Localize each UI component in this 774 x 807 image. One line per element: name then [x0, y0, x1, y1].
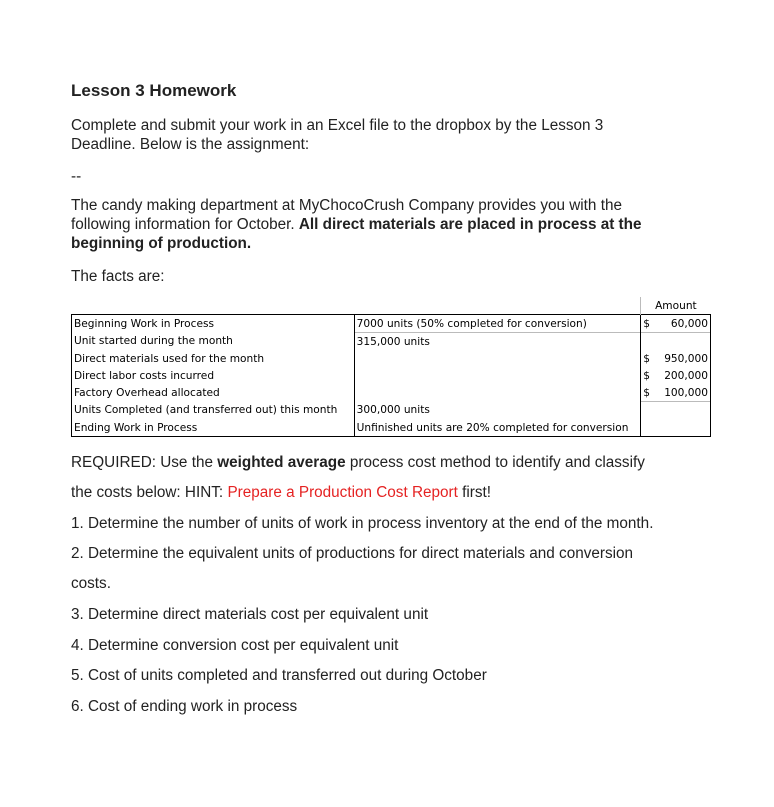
required-method: weighted average	[217, 454, 346, 471]
row-label: Factory Overhead allocated	[72, 384, 355, 402]
row-detail	[354, 384, 641, 402]
row-label: Ending Work in Process	[72, 419, 355, 437]
task-2-continued: costs.	[71, 575, 111, 592]
row-amount: 950,000	[664, 352, 708, 365]
table-row	[72, 333, 711, 351]
hint-highlight: Prepare a Production Cost Report	[227, 484, 458, 501]
table-row	[72, 367, 711, 384]
row-amount: 200,000	[664, 369, 708, 382]
required-line	[71, 453, 645, 472]
row-currency: $	[643, 317, 651, 330]
problem-line-1: The candy making department at MyChocoCrush Company provides you with the	[71, 197, 622, 214]
table-row	[72, 350, 711, 367]
problem-line-3	[71, 234, 681, 253]
task-1: 1. Determine the number of units of work in process inventory at the end of the month.	[71, 515, 654, 532]
row-label: Units Completed (and transferred out) this month	[72, 402, 355, 420]
row-detail: 7000 units (50% completed for conversion)	[354, 315, 641, 333]
table-header-row	[72, 297, 711, 315]
row-amount-cell	[641, 333, 711, 351]
page-title: Lesson 3 Homework	[71, 81, 237, 100]
row-label: Beginning Work in Process	[72, 315, 355, 333]
separator: --	[71, 168, 82, 185]
intro-line-2: Deadline. Below is the assignment:	[71, 136, 310, 153]
row-detail: 315,000 units	[354, 333, 641, 351]
intro-paragraph	[71, 116, 671, 154]
row-amount-cell	[641, 402, 711, 420]
row-detail: Unfinished units are 20% completed for conversion	[354, 419, 641, 437]
row-amount-cell	[641, 384, 711, 402]
facts-table	[71, 297, 711, 437]
row-label: Direct labor costs incurred	[72, 367, 355, 384]
task-4: 4. Determine conversion cost per equivalent unit	[71, 637, 399, 654]
row-amount-cell	[641, 315, 711, 333]
facts-label: The facts are:	[71, 268, 165, 285]
task-2: 2. Determine the equivalent units of productions for direct materials and conversion	[71, 545, 634, 562]
row-currency: $	[643, 352, 651, 365]
hint-line	[71, 483, 491, 502]
table-row	[72, 384, 711, 402]
row-label: Direct materials used for the month	[72, 350, 355, 367]
problem-line-2-text: following information for October.	[71, 216, 299, 233]
intro-line-1: Complete and submit your work in an Excel file to the dropbox by the Lesson 3	[71, 117, 604, 134]
hint-suffix: first!	[457, 484, 492, 501]
required-prefix: REQUIRED: Use the	[71, 454, 218, 471]
row-label: Unit started during the month	[72, 333, 355, 351]
problem-paragraph	[71, 196, 681, 253]
hint-prefix: the costs below: HINT:	[71, 484, 228, 501]
table-row	[72, 419, 711, 437]
row-amount: 100,000	[664, 386, 708, 399]
row-detail	[354, 367, 641, 384]
problem-line-2	[71, 215, 681, 234]
task-6: 6. Cost of ending work in process	[71, 698, 298, 715]
task-5: 5. Cost of units completed and transferred out during October	[71, 667, 487, 684]
problem-emphasis-1: All direct materials are placed in process at the	[298, 216, 642, 233]
amount-header: Amount	[641, 297, 711, 315]
row-currency: $	[643, 369, 651, 382]
row-amount-cell	[641, 350, 711, 367]
row-amount: 60,000	[670, 317, 708, 330]
row-amount-cell	[641, 367, 711, 384]
table-row	[72, 315, 711, 333]
row-currency: $	[643, 386, 651, 399]
row-amount-cell	[641, 419, 711, 437]
task-3: 3. Determine direct materials cost per equivalent unit	[71, 606, 429, 623]
row-detail	[354, 350, 641, 367]
problem-emphasis-2: beginning of production.	[71, 235, 252, 252]
row-detail: 300,000 units	[354, 402, 641, 420]
table-row	[72, 402, 711, 420]
required-suffix: process cost method to identify and classify	[345, 454, 645, 471]
